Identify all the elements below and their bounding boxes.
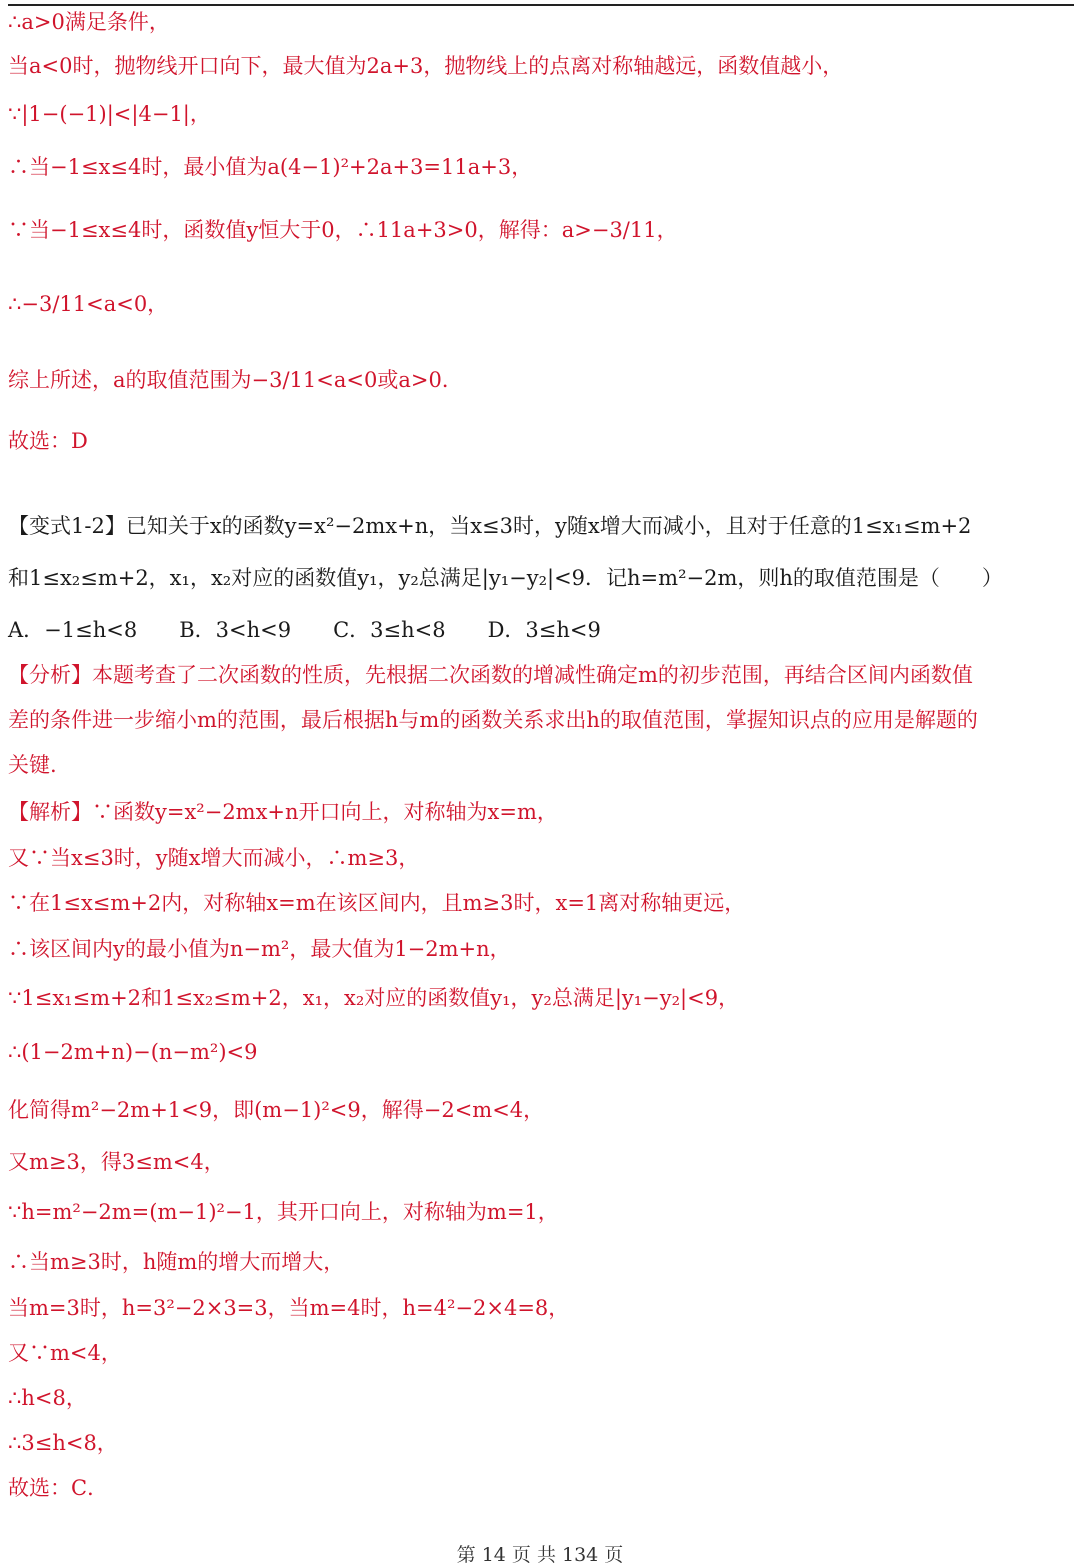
page-footer: 第 14 页 共 134 页 [456, 1544, 624, 1566]
explanation-line-3: ∵在1≤x≤m+2内，对称轴x=m在该区间内，且m≥3时，x=1离对称轴更远， [8, 891, 746, 915]
solution-line-2: 当a<0时，抛物线开口向下，最大值为2a+3，抛物线上的点离对称轴越远，函数值越小， [8, 54, 844, 78]
solution-line-7: 综上所述，a的取值范围为−3/11<a<0或a>0． [8, 368, 463, 392]
solution-line-5: ∵当−1≤x≤4时，函数值y恒大于0，∴11a+3>0，解得：a>−3/11， [8, 218, 678, 242]
explanation-line-2: 又∵当x≤3时，y随x增大而减小，∴m≥3， [8, 846, 420, 870]
solution-line-6: ∴−3/11<a<0， [8, 292, 169, 316]
explanation-line-4: ∴该区间内y的最小值为n−m²，最大值为1−2m+n， [8, 937, 511, 961]
explanation-line-5: ∵1≤x₁≤m+2和1≤x₂≤m+2，x₁，x₂对应的函数值y₁，y₂总满足|y₁−y₂|<9， [8, 986, 740, 1010]
solution-line-4: ∴当−1≤x≤4时，最小值为a(4−1)²+2a+3=11a+3， [8, 155, 533, 179]
explanation-line-15: 故选：C． [8, 1476, 109, 1500]
analysis-line-2: 差的条件进一步缩小m的范围，最后根据h与m的函数关系求出h的取值范围，掌握知识点的应用是解题的 [8, 708, 978, 732]
explanation-line-6: ∴(1−2m+n)−(n−m²)<9 [8, 1040, 258, 1064]
analysis-line-3: 关键. [8, 753, 57, 777]
explanation-line-10: ∴当m≥3时，h随m的增大而增大， [8, 1250, 345, 1274]
analysis-line-1: 【分析】本题考查了二次函数的性质，先根据二次函数的增减性确定m的初步范围，再结合区间内函数值 [8, 663, 973, 687]
explanation-line-7: 化简得m²−2m+1<9，即(m−1)²<9，解得−2<m<4， [8, 1098, 545, 1122]
solution-line-1: ∴a>0满足条件， [8, 10, 170, 34]
explanation-line-1: 【解析】∵函数y=x²−2mx+n开口向上，对称轴为x=m， [8, 800, 558, 824]
question-line-2: 和1≤x₂≤m+2，x₁，x₂对应的函数值y₁，y₂总满足|y₁−y₂|<9．记h=m²−2m，则h的取值范围是（ ） [8, 566, 1003, 590]
explanation-line-9: ∵h=m²−2m=(m−1)²−1，其开口向上，对称轴为m=1， [8, 1200, 559, 1224]
solution-line-8: 故选：D [8, 429, 88, 453]
explanation-line-12: 又∵m<4， [8, 1341, 122, 1365]
top-rule [8, 4, 1074, 6]
answer-options: A．−1≤h<8 B．3<h<9 C．3≤h<8 D．3≤h<9 [8, 618, 601, 642]
explanation-line-14: ∴3≤h<8， [8, 1431, 118, 1455]
solution-line-3: ∵|1−(−1)|<|4−1|， [8, 102, 211, 126]
question-line-1: 【变式1-2】已知关于x的函数y=x²−2mx+n，当x≤3时，y随x增大而减小，且对于任意的1≤x₁≤m+2 [8, 514, 972, 538]
explanation-line-8: 又m≥3，得3≤m<4， [8, 1150, 225, 1174]
explanation-line-11: 当m=3时，h=3²−2×3=3，当m=4时，h=4²−2×4=8， [8, 1296, 570, 1320]
explanation-line-13: ∴h<8， [8, 1386, 87, 1410]
